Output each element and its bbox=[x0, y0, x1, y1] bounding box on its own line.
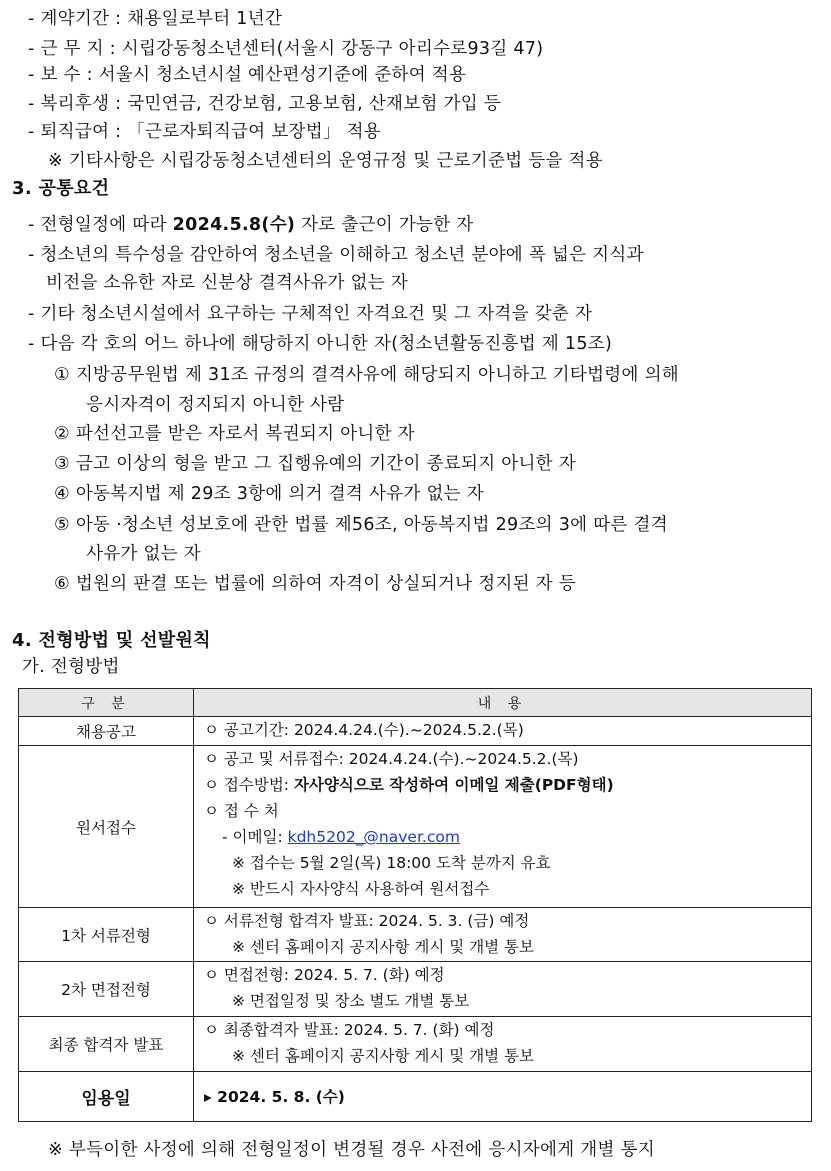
application-method-value: 자사양식으로 작성하여 이메일 제출(PDF형태) bbox=[293, 776, 614, 794]
hire-date: ▸ 2024. 5. 8. (수) bbox=[204, 1087, 345, 1106]
table-row bbox=[19, 908, 812, 962]
requirement-start-date-tail: 자로 출근이 가능한 자 bbox=[295, 215, 474, 235]
email-link[interactable]: kdh5202_@naver.com bbox=[287, 828, 460, 846]
table-row bbox=[19, 1017, 812, 1072]
header-content: 내 용 bbox=[194, 689, 812, 717]
section-3-title: 3. 공통요건 bbox=[12, 178, 110, 199]
requirement-disqualification: - 다음 각 호의 어느 하나에 해당하지 아니한 자(청소년활동진흥법 제 15조) bbox=[28, 334, 613, 354]
table-header-row bbox=[19, 689, 812, 717]
row-category: 2차 면접전형 bbox=[19, 962, 194, 1017]
row-content bbox=[194, 1072, 812, 1122]
table-row bbox=[19, 746, 812, 908]
final-notice: ※ 센터 홈페이지 공지사항 게시 및 개별 통보 bbox=[232, 1047, 535, 1065]
table-row bbox=[19, 1072, 812, 1122]
disqualification-item-5: ⑤ 아동 ·청소년 성보호에 관한 법률 제56조, 아동복지법 29조의 3에 따른 결격 bbox=[54, 515, 668, 535]
requirement-understanding-cont: 비전을 소유한 자로 신분상 결격사유가 없는 자 bbox=[46, 273, 409, 293]
application-receiver: ㅇ 접 수 처 bbox=[204, 802, 279, 820]
header-category: 구 분 bbox=[19, 689, 194, 717]
row-content bbox=[194, 962, 812, 1017]
subsection-title: 가. 전형방법 bbox=[22, 657, 120, 677]
section-4-title: 4. 전형방법 및 선발원칙 bbox=[12, 630, 211, 651]
selection-schedule-table bbox=[18, 688, 812, 1122]
table-row bbox=[19, 717, 812, 746]
application-deadline-note: ※ 접수는 5월 2일(목) 18:00 도착 분까지 유효 bbox=[232, 854, 551, 872]
document-result: ㅇ 서류전형 합격자 발표: 2024. 5. 3. (금) 예정 bbox=[204, 912, 530, 930]
row-category: 원서접수 bbox=[19, 746, 194, 908]
severance: - 퇴직급여 : 「근로자퇴직급여 보장법」 적용 bbox=[28, 122, 382, 142]
row-content bbox=[194, 746, 812, 908]
disqualification-item-2: ② 파선선고를 받은 자로서 복권되지 아니한 자 bbox=[54, 424, 415, 444]
disqualification-item-6: ⑥ 법원의 판결 또는 법률에 의하여 자격이 상실되거나 정지된 자 등 bbox=[54, 574, 576, 594]
row-category: 최종 합격자 발표 bbox=[19, 1017, 194, 1072]
requirement-start-date bbox=[28, 212, 474, 238]
application-email bbox=[204, 824, 811, 850]
requirement-qualifications: - 기타 청소년시설에서 요구하는 구체적인 자격요건 및 그 자격을 갖춘 자 bbox=[28, 304, 593, 324]
disqualification-item-1-cont: 응시자격이 정지되지 아니한 사람 bbox=[86, 395, 345, 415]
document-notice: ※ 센터 홈페이지 공지사항 게시 및 개별 통보 bbox=[232, 938, 535, 956]
start-date: 2024.5.8(수) bbox=[172, 215, 296, 235]
contract-period: - 계약기간 : 채용일로부터 1년간 bbox=[28, 9, 283, 29]
work-location: - 근 무 지 : 시립강동청소년센터(서울시 강동구 아리수로93길 47) bbox=[28, 39, 544, 59]
row-category: 채용공고 bbox=[19, 717, 194, 746]
final-result: ㅇ 최종합격자 발표: 2024. 5. 7. (화) 예정 bbox=[204, 1021, 495, 1039]
notice-period: ㅇ 공고기간: 2024.4.24.(수).~2024.5.2.(목) bbox=[204, 721, 524, 739]
interview-notice: ※ 면접일정 및 장소 별도 개별 통보 bbox=[232, 992, 470, 1010]
row-content bbox=[194, 1017, 812, 1072]
disqualification-item-4: ④ 아동복지법 제 29조 3항에 의거 결격 사유가 없는 자 bbox=[54, 484, 484, 504]
application-form-note: ※ 반드시 자사양식 사용하여 원서접수 bbox=[232, 880, 490, 898]
row-content bbox=[194, 908, 812, 962]
requirement-start-date-text: - 전형일정에 따라 bbox=[28, 215, 173, 235]
row-content bbox=[194, 717, 812, 746]
row-category: 임용일 bbox=[19, 1072, 194, 1122]
disqualification-item-5-cont: 사유가 없는 자 bbox=[86, 544, 201, 564]
schedule-change-note: ※ 부득이한 사정에 의해 전형일정이 변경될 경우 사전에 응시자에게 개별 통지 bbox=[48, 1140, 655, 1160]
disqualification-item-1: ① 지방공무원법 제 31조 규정의 결격사유에 해당되지 아니하고 기타법령에 의해 bbox=[54, 365, 679, 385]
requirement-understanding: - 청소년의 특수성을 감안하여 청소년을 이해하고 청소년 분야에 폭 넓은 지식과 bbox=[28, 245, 644, 265]
row-category: 1차 서류전형 bbox=[19, 908, 194, 962]
application-method-label: ㅇ 접수방법: bbox=[204, 776, 294, 794]
application-method bbox=[204, 772, 811, 798]
application-period: ㅇ 공고 및 서류접수: 2024.4.24.(수).~2024.5.2.(목) bbox=[204, 750, 579, 768]
interview-date: ㅇ 면접전형: 2024. 5. 7. (화) 예정 bbox=[204, 966, 445, 984]
benefits: - 복리후생 : 국민연금, 건강보험, 고용보험, 산재보험 가입 등 bbox=[28, 94, 502, 114]
salary: - 보 수 : 서울시 청소년시설 예산편성기준에 준하여 적용 bbox=[28, 65, 467, 85]
disqualification-item-3: ③ 금고 이상의 형을 받고 그 집행유예의 기간이 종료되지 아니한 자 bbox=[54, 454, 576, 474]
other-terms-note: ※ 기타사항은 시립강동청소년센터의 운영규정 및 근로기준법 등을 적용 bbox=[48, 151, 603, 171]
email-label: - 이메일: bbox=[222, 828, 288, 846]
table-row bbox=[19, 962, 812, 1017]
